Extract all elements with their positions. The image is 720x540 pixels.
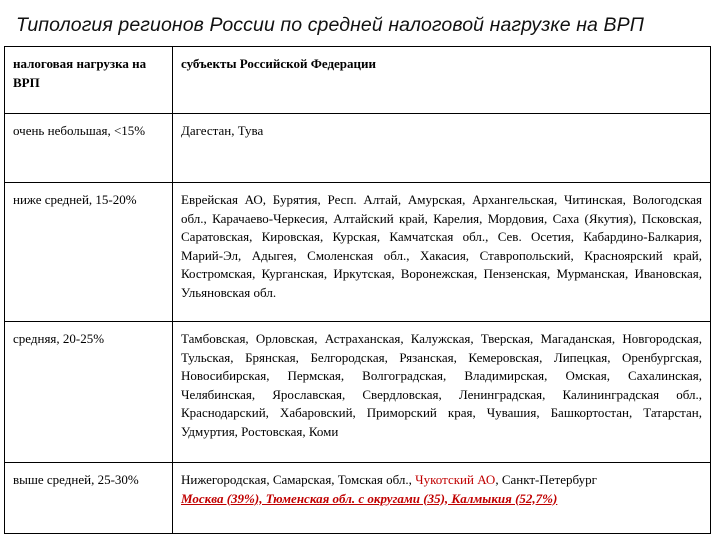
subjects-text: , Санкт-Петербург xyxy=(495,472,597,487)
highlighted-subject: Чукотский АО xyxy=(415,472,496,487)
table-row xyxy=(5,322,711,463)
subjects-list: Еврейская АО, Бурятия, Респ. Алтай, Амурская, Архангельская, Читинская, Вологодская обл., Карачаево-Черкесия, Алтайский край, Карелия, Мордовия, Саха (Якутия), Псковская, Саратовская, Кировская, Курская, Камчатская обл., Сев. Осетия, Кабардино-Балкария, Марий-Эл, Адыгея, Смоленская обл., Хакасия, Ставропольский, Красноярский край, Костромская, Курганская, Иркутская, Воронежская, Пензенская, Мурманская, Ивановская, Ульяновская обл. xyxy=(181,192,702,300)
header-load-label: налоговая нагрузка на ВРП xyxy=(13,56,147,90)
load-category: выше средней, 25-30% xyxy=(13,472,139,487)
load-category: ниже средней, 15-20% xyxy=(13,192,137,207)
typology-table xyxy=(4,46,711,534)
load-cell xyxy=(5,322,173,463)
header-cell-subjects xyxy=(173,47,711,114)
subjects-text: Нижегородская, Самарская, Томская обл., xyxy=(181,472,416,487)
table-row xyxy=(5,463,711,534)
table-row xyxy=(5,183,711,322)
subjects-list xyxy=(173,463,710,512)
load-category: очень небольшая, <15% xyxy=(13,123,146,138)
table-row xyxy=(5,114,711,183)
load-category: средняя, 20-25% xyxy=(13,331,105,346)
slide-title: Типология регионов России по средней налоговой нагрузке на ВРП xyxy=(16,14,644,36)
subjects-list: Дагестан, Тува xyxy=(181,123,264,138)
subjects-cell xyxy=(173,114,711,183)
subjects-cell xyxy=(173,463,711,534)
subjects-cell xyxy=(173,183,711,322)
load-cell xyxy=(5,183,173,322)
load-cell xyxy=(5,114,173,183)
highlighted-subjects-emphasis: Москва (39%), Тюменская обл. с округами (35), Калмыкия (52,7%) xyxy=(181,490,558,506)
load-cell xyxy=(5,463,173,534)
header-cell-load xyxy=(5,47,173,114)
header-subjects-label: субъекты Российской Федерации xyxy=(181,56,377,71)
subjects-list: Тамбовская, Орловская, Астраханская, Калужская, Тверская, Магаданская, Новгородская, Тульская, Брянская, Белгородская, Рязанская, Кемеровская, Липецкая, Оренбургская, Новосибирская, Пермская, Волгоградская, Владимирская, Омская, Сахалинская, Челябинская, Ярославская, Свердловская, Ленинградская, Калининградская обл., Краснодарский, Хабаровский, Приморский края, Чувашия, Башкортостан, Татарстан, Удмуртия, Ростовская, Коми xyxy=(181,331,702,439)
subjects-cell xyxy=(173,322,711,463)
table-header-row xyxy=(5,47,711,114)
